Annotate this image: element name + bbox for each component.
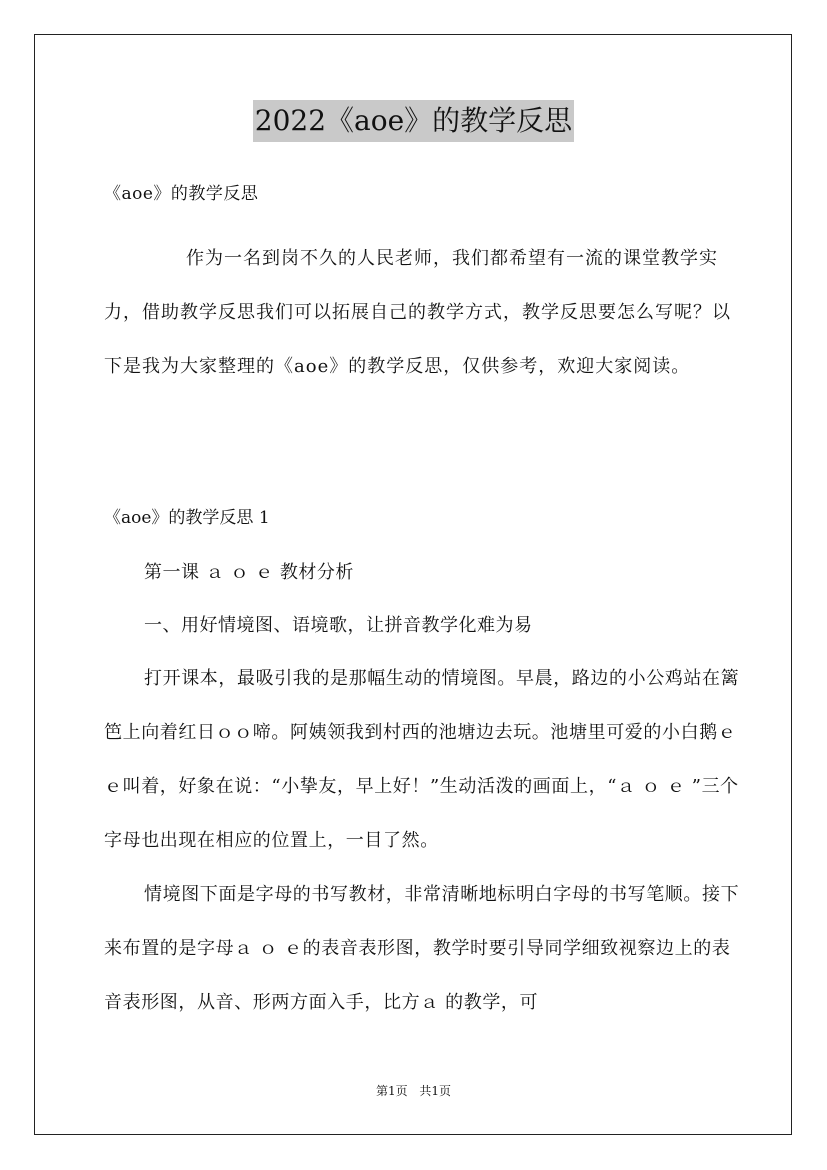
intro-paragraph: 作为一名到岗不久的人民老师，我们都希望有一流的课堂教学实力，借助教学反思我们可以拓展自己的教学方式，教学反思要怎么写呢？以下是我为大家整理的《aoe》的教学反思，仅供参考，欢迎大家阅读。 bbox=[104, 248, 731, 377]
page-number-total: 共1页 bbox=[419, 1084, 452, 1098]
page-footer bbox=[0, 1083, 827, 1099]
lesson-title: 第一课 ａ ｏ ｅ 教材分析 bbox=[144, 562, 354, 583]
section-title: 《aoe》的教学反思 1 bbox=[104, 508, 270, 528]
document-subtitle: 《aoe》的教学反思 bbox=[104, 184, 259, 204]
body-paragraph-2: 情境图下面是字母的书写教材，非常清晰地标明白字母的书写笔顺。接下来布置的是字母ａ ｏ ｅ的表音表形图，教学时要引导同学细致视察边上的表音表形图，从音、形两方面入手，比方ａ 的教学，可 bbox=[104, 884, 740, 1013]
subsection-heading: 一、用好情境图、语境歌，让拼音教学化难为易 bbox=[144, 615, 533, 636]
document-title: 2022《aoe》的教学反思 bbox=[253, 100, 574, 142]
page-number-current: 第1页 bbox=[375, 1084, 408, 1098]
body-paragraph-1: 打开课本，最吸引我的是那幅生动的情境图。早晨，路边的小公鸡站在篱笆上向着红日ｏｏ啼。阿姨领我到村西的池塘边去玩。池塘里可爱的小白鹅ｅｅ叫着，好象在说：“小挚友，早上好！”生动活泼的画面上，“ａ ｏ ｅ ”三个字母也出现在相应的位置上，一目了然。 bbox=[104, 668, 740, 851]
title-container bbox=[0, 100, 827, 142]
